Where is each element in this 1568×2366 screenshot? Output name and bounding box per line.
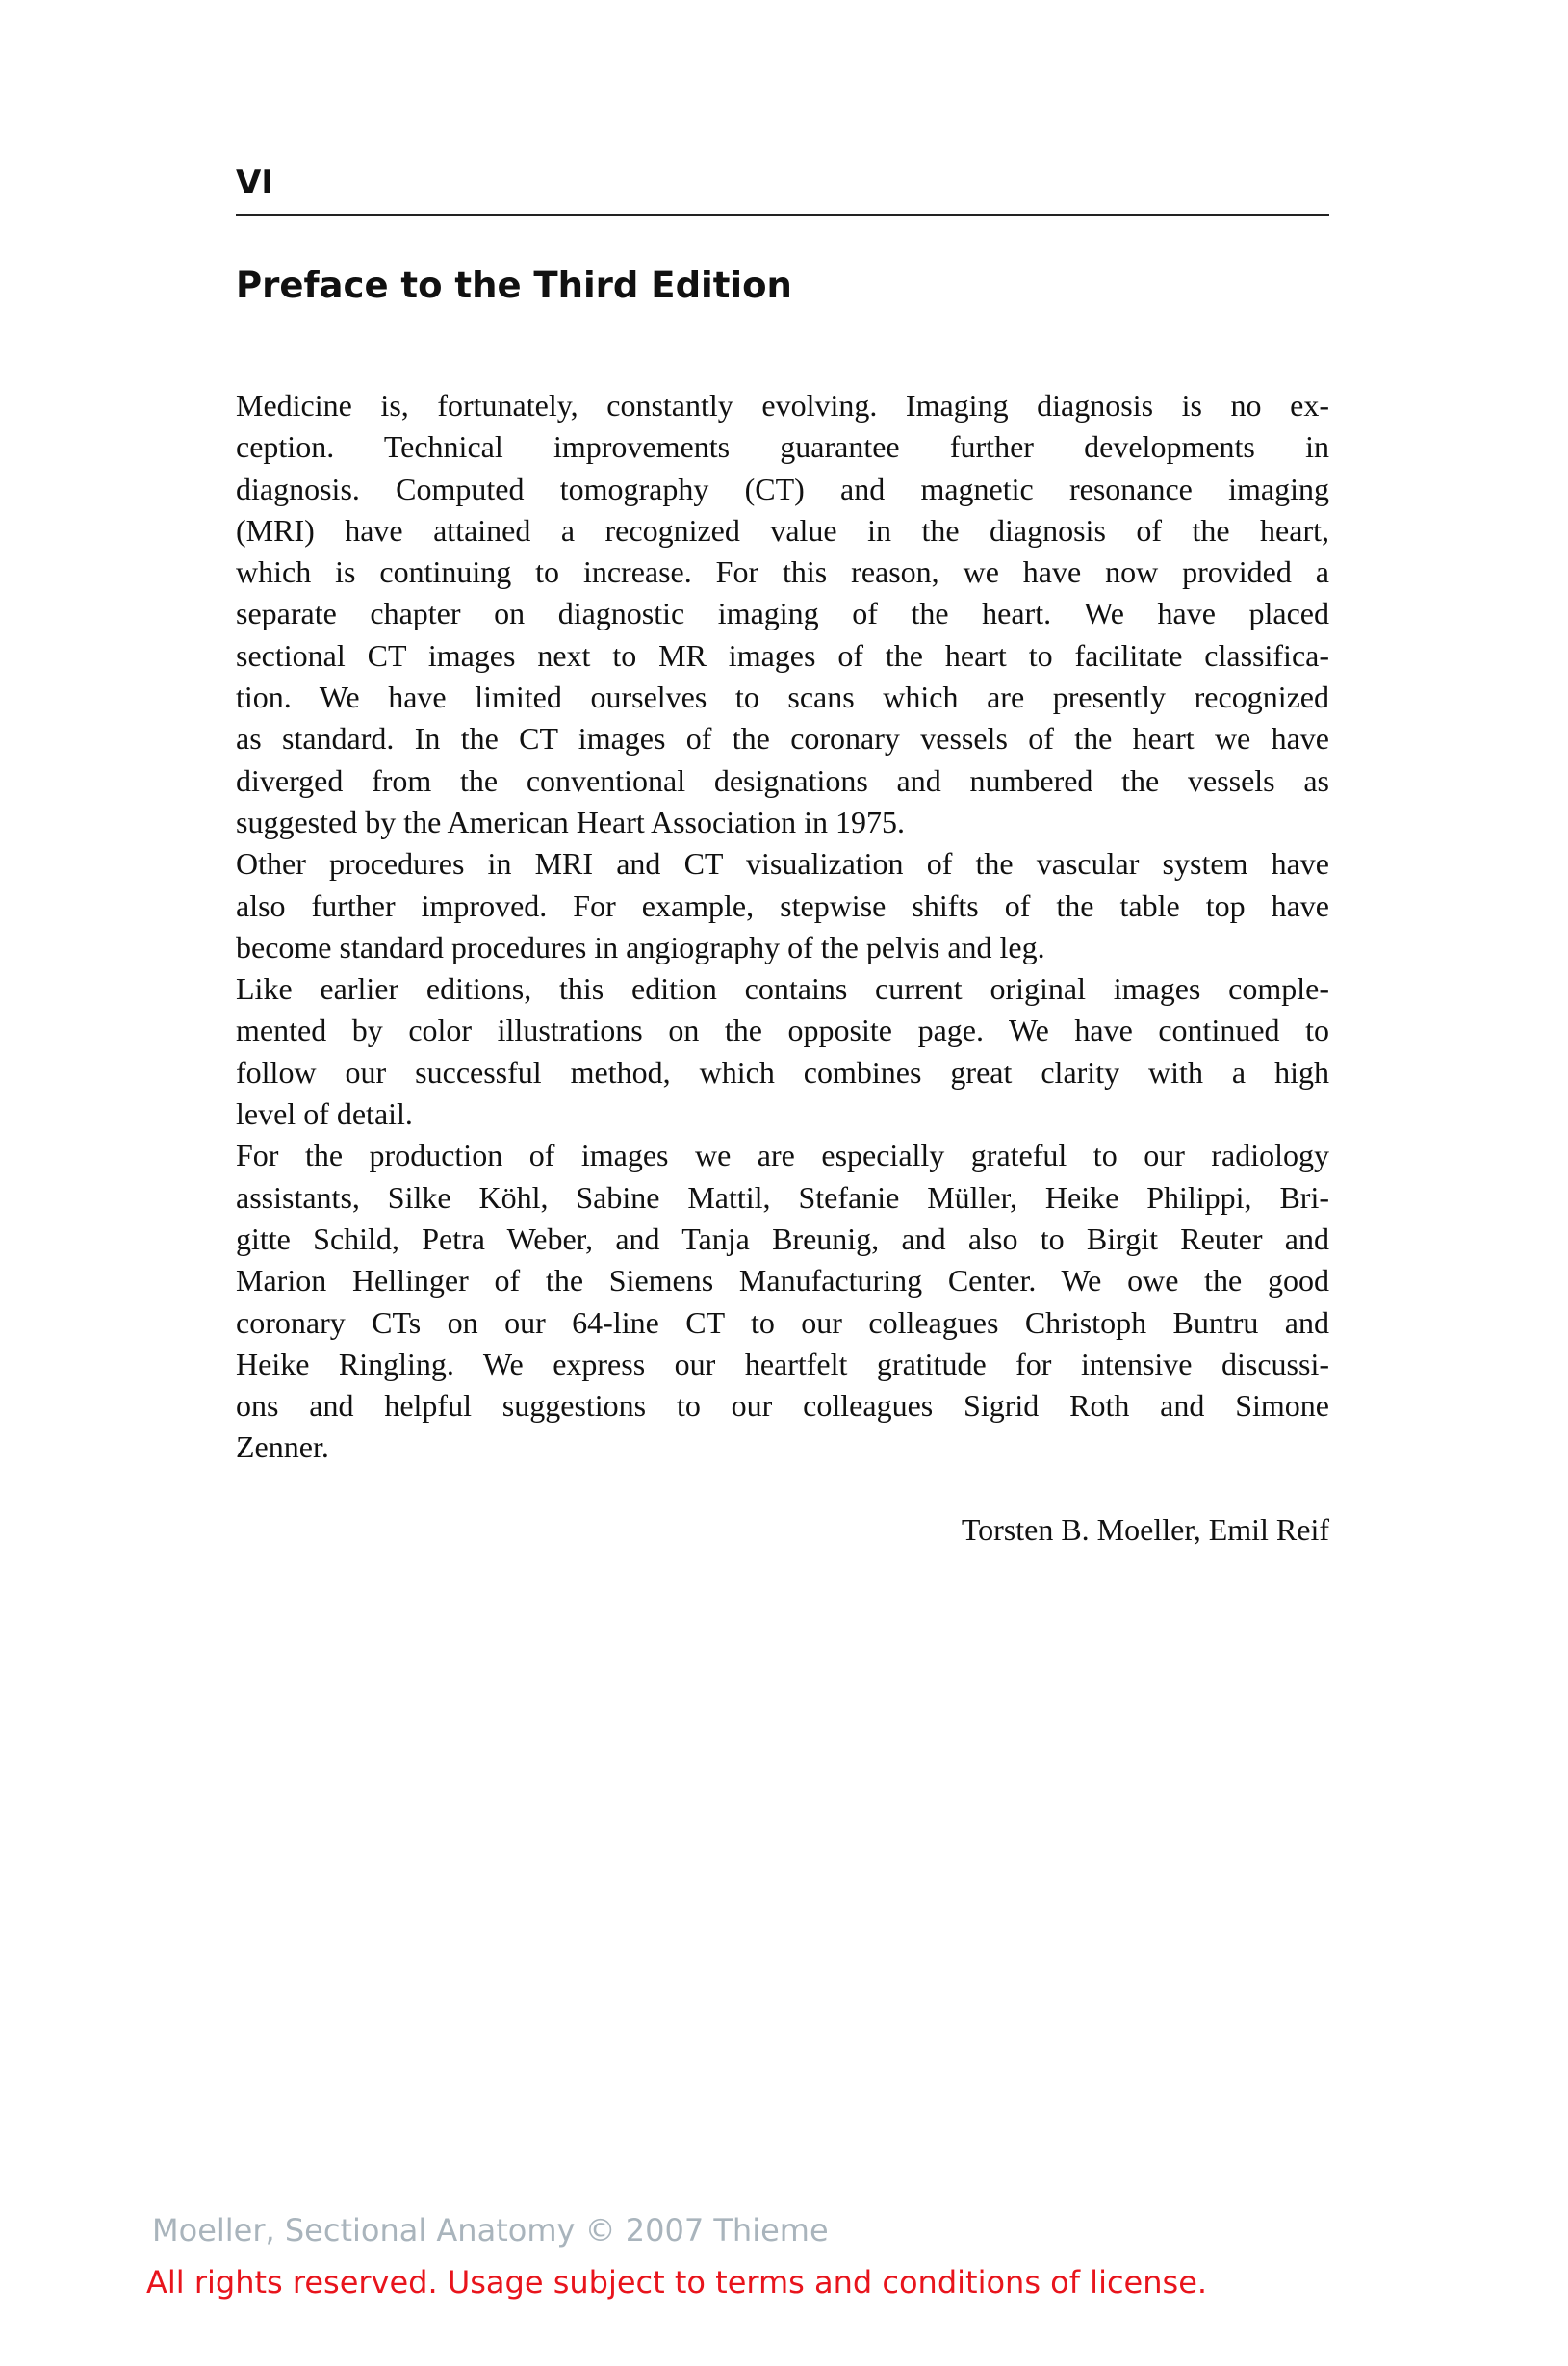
- body-line: Marion Hellinger of the Siemens Manufacturing Center. We owe the good: [236, 1263, 1329, 1299]
- body-line: suggested by the American Heart Association in 1975.: [236, 804, 905, 839]
- body-line: Other procedures in MRI and CT visualization of the vascular system have: [236, 846, 1329, 882]
- body-line: Like earlier editions, this edition contains current original images comple-: [236, 971, 1329, 1007]
- body-line: separate chapter on diagnostic imaging of the heart. We have placed: [236, 596, 1329, 631]
- body-line: become standard procedures in angiography of the pelvis and leg.: [236, 929, 1045, 964]
- body-line: diverged from the conventional designations and numbered the vessels as: [236, 762, 1329, 798]
- header-rule: [236, 214, 1329, 216]
- body-line: sectional CT images next to MR images of the heart to facilitate classifica-: [236, 637, 1329, 673]
- body-line: For the production of images we are especially grateful to our radiology: [236, 1138, 1329, 1173]
- preface-body: [236, 385, 1329, 1469]
- footer-license: All rights reserved. Usage subject to terms and conditions of license.: [146, 2264, 1208, 2301]
- body-line: follow our successful method, which combines great clarity with a high: [236, 1054, 1329, 1090]
- body-line: as standard. In the CT images of the coronary vessels of the heart we have: [236, 721, 1329, 757]
- author-signature: Torsten B. Moeller, Emil Reif: [961, 1512, 1329, 1547]
- body-line: diagnosis. Computed tomography (CT) and magnetic resonance imaging: [236, 471, 1329, 506]
- body-line: level of detail.: [236, 1096, 413, 1132]
- body-line: (MRI) have attained a recognized value in the diagnosis of the heart,: [236, 512, 1329, 548]
- body-line: ception. Technical improvements guarantee further developments in: [236, 429, 1329, 465]
- body-line: Heike Ringling. We express our heartfelt gratitude for intensive discussi-: [236, 1346, 1329, 1381]
- body-line: also further improved. For example, stepwise shifts of the table top have: [236, 887, 1329, 923]
- body-line: Zenner.: [236, 1429, 329, 1465]
- body-line: tion. We have limited ourselves to scans which are presently recognized: [236, 680, 1329, 715]
- body-line: Medicine is, fortunately, constantly evolving. Imaging diagnosis is no ex-: [236, 388, 1329, 423]
- body-line: mented by color illustrations on the opposite page. We have continued to: [236, 1013, 1329, 1048]
- footer-copyright: Moeller, Sectional Anatomy © 2007 Thieme: [152, 2212, 829, 2249]
- page-number: VI: [236, 164, 273, 202]
- page-title: Preface to the Third Edition: [236, 265, 792, 306]
- body-line: coronary CTs on our 64-line CT to our colleagues Christoph Buntru and: [236, 1304, 1329, 1340]
- body-line: which is continuing to increase. For this reason, we have now provided a: [236, 554, 1329, 590]
- body-line: ons and helpful suggestions to our colleagues Sigrid Roth and Simone: [236, 1388, 1329, 1424]
- body-line: assistants, Silke Köhl, Sabine Mattil, Stefanie Müller, Heike Philippi, Bri-: [236, 1179, 1329, 1215]
- body-line: gitte Schild, Petra Weber, and Tanja Breunig, and also to Birgit Reuter and: [236, 1221, 1329, 1256]
